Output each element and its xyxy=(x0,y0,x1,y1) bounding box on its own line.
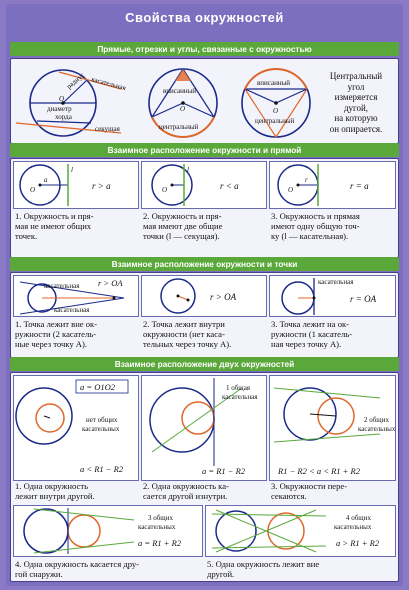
center-label-3: O xyxy=(273,107,279,115)
svg-text:O: O xyxy=(162,186,168,194)
section-header-two-circles: Взаимное расположение двух окружностей xyxy=(10,357,399,371)
svg-text:1 общая: 1 общая xyxy=(226,384,251,392)
svg-text:касательных: касательных xyxy=(334,523,372,531)
inscribed-label-2: вписанный xyxy=(257,79,291,87)
relation-5: r > OA xyxy=(210,292,237,302)
relation-4: r > OA xyxy=(98,278,123,288)
circle-point-text-1: 1. Точка лежит вне ок- ружности (2 касатель- ные через точку A). xyxy=(15,319,98,349)
svg-text:касательная: касательная xyxy=(44,282,80,290)
two-circles-figure-5 xyxy=(205,505,396,557)
central-angle-note: Центральный угол измеряется дугой, на которую он опирается. xyxy=(329,71,383,134)
svg-text:l: l xyxy=(71,166,73,174)
inscribed-label: вписанный xyxy=(163,87,197,95)
tangent-label: касательная xyxy=(90,75,127,93)
section-lines-panel xyxy=(10,58,399,144)
two-circles-text-3: 3. Окружности пере- секаются. xyxy=(271,481,348,501)
two-circles-text-4: 4. Одна окружность касается дру- гой снаружи. xyxy=(15,559,140,579)
section-header-circle-line: Взаимное расположение окружности и прямой xyxy=(10,143,399,157)
section-two-circles-panel xyxy=(10,372,399,582)
svg-text:касательных: касательных xyxy=(82,425,120,433)
central-label-2: центральный xyxy=(255,117,295,125)
two-circles-text-2: 2. Одна окружность ка- сается другой изнутри. xyxy=(143,481,229,501)
section-circle-point-panel xyxy=(10,272,399,358)
svg-text:O: O xyxy=(30,186,36,194)
circle-point-text-2: 2. Точка лежит внутри окружности (нет каса- тельных через точку A). xyxy=(143,319,232,349)
two-circles-figure-1 xyxy=(13,375,139,481)
relation-11: a > R1 + R2 xyxy=(336,538,380,548)
circle-point-figure-2 xyxy=(141,275,267,317)
central-label: центральный xyxy=(159,123,199,131)
two-circles-figure-2 xyxy=(141,375,267,481)
circle-line-text-3: 3. Окружность и прямая имеют одну общую точ- ку (l — касательная). xyxy=(271,211,360,241)
section-header-circle-point: Взаимное расположение окружности и точки xyxy=(10,257,399,271)
circle-line-text-2: 2. Окружность и пря- мая имеют две общие точки (l — секущая). xyxy=(143,211,223,241)
svg-text:касательная: касательная xyxy=(318,278,354,286)
distance-definition: a = O1O2 xyxy=(80,382,116,392)
center-label: O xyxy=(59,95,65,103)
svg-text:2 общих: 2 общих xyxy=(364,416,389,424)
circle-line-figure-1 xyxy=(13,161,139,209)
circle-point-text-3: 3. Точка лежит на ок- ружности (1 касатель- ная через точку A). xyxy=(271,319,353,349)
relation-2: r < a xyxy=(220,181,239,191)
svg-text:касательная: касательная xyxy=(222,393,258,401)
svg-text:касательных: касательных xyxy=(358,425,395,433)
circle-point-figure-1 xyxy=(13,275,139,317)
section-circle-line-panel xyxy=(10,158,399,258)
svg-text:3 общих: 3 общих xyxy=(148,514,173,522)
relation-10: a = R1 + R2 xyxy=(138,538,182,548)
circle-line-figure-2 xyxy=(141,161,267,209)
page-title: Свойства окружностей xyxy=(125,10,284,25)
svg-text:4 общих: 4 общих xyxy=(346,514,371,522)
circle-line-figure-3 xyxy=(269,161,396,209)
diameter-label: диаметр xyxy=(47,105,72,113)
circle-line-text-1: 1. Окружность и пря- мая не имеют общих точек. xyxy=(15,211,94,241)
relation-3: r = a xyxy=(350,181,369,191)
svg-text:l: l xyxy=(187,166,189,174)
relation-1: r > a xyxy=(92,181,111,191)
section-header-lines: Прямые, отрезки и углы, связанные с окружностью xyxy=(10,42,399,56)
poster xyxy=(6,4,403,586)
two-circles-text-5: 5. Одна окружность лежит вне другой. xyxy=(207,559,320,579)
svg-text:касательная: касательная xyxy=(54,306,90,314)
svg-text:a: a xyxy=(44,176,48,184)
svg-text:касательных: касательных xyxy=(138,523,176,531)
relation-8: a = R1 − R2 xyxy=(202,466,246,476)
two-circles-figure-3 xyxy=(269,375,396,481)
secant-label: секущая xyxy=(95,125,120,133)
radius-label: радиус xyxy=(65,71,87,91)
relation-6: r = OA xyxy=(350,294,377,304)
relation-9: R1 − R2 < a < R1 + R2 xyxy=(278,466,360,476)
center-label-2: O xyxy=(180,105,186,113)
svg-text:нет общих: нет общих xyxy=(86,416,118,424)
two-circles-figure-4 xyxy=(13,505,203,557)
svg-text:O: O xyxy=(288,186,294,194)
circle-point-figure-3 xyxy=(269,275,396,317)
two-circles-text-1: 1. Одна окружность лежит внутри другой. xyxy=(15,481,95,501)
svg-text:r: r xyxy=(305,176,308,184)
relation-7: a < R1 − R2 xyxy=(80,464,124,474)
chord-label: хорда xyxy=(55,113,72,121)
